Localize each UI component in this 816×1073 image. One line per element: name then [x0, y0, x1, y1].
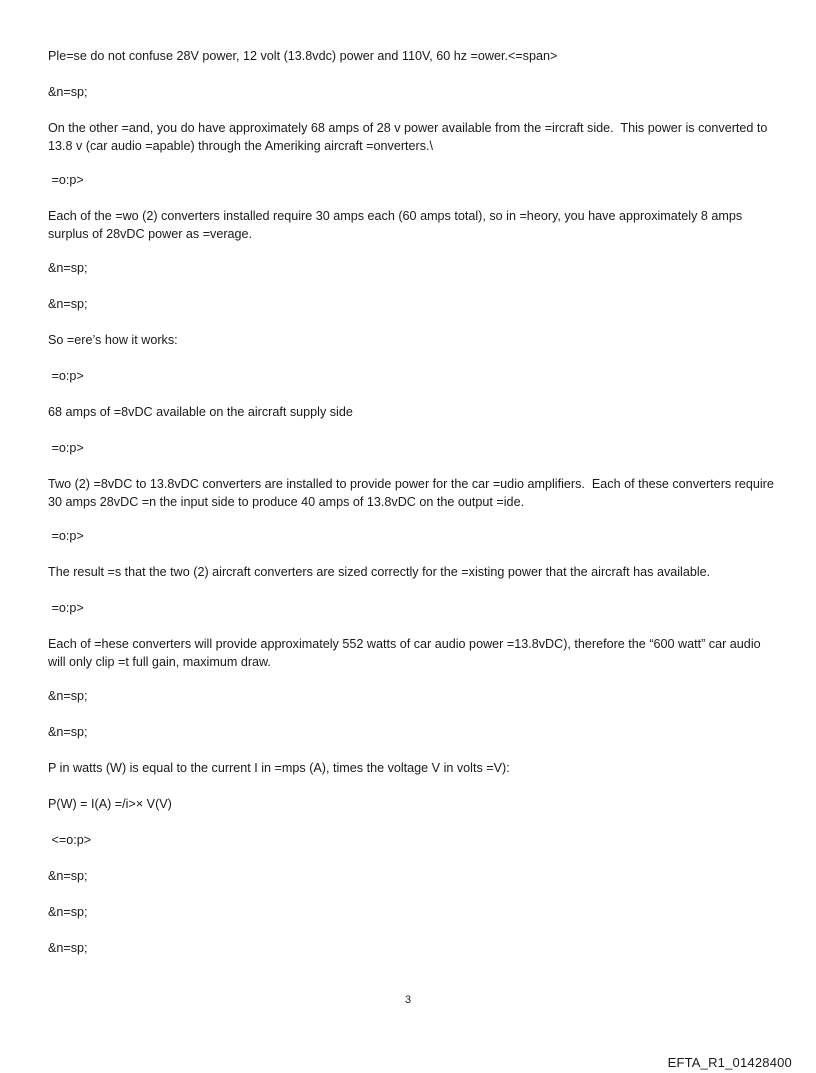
page-number: 3: [404, 994, 412, 1006]
paragraph-1: Ple=se do not confuse 28V power, 12 volt (13.8vdc) power and 110V, 60 hz =ower.<=span>: [48, 49, 558, 63]
paragraph-22: &n=sp;: [48, 869, 88, 883]
paragraph-3: On the other =and, you do have approximately 68 amps of 28 v power available from the =ircraft side. This power is converted to 13.8 v (car audio =apable) through the Ameriking aircraft =onverters.\: [48, 121, 771, 153]
paragraph-14: The result =s that the two (2) aircraft converters are sized correctly for the =xisting power that the aircraft has available.: [48, 565, 711, 579]
paragraph-7: &n=sp;: [48, 297, 88, 311]
paragraph-2: &n=sp;: [48, 85, 88, 99]
paragraph-10: 68 amps of =8vDC available on the aircraft supply side: [48, 405, 353, 419]
paragraph-9: =o:p>: [48, 369, 84, 383]
paragraph-17: &n=sp;: [48, 689, 88, 703]
paragraph-4: =o:p>: [48, 173, 84, 187]
paragraph-20: P(W) = I(A) =/i>× V(V): [48, 797, 172, 811]
paragraph-23: &n=sp;: [48, 905, 88, 919]
document-id: EFTA_R1_01428400: [667, 1055, 792, 1070]
paragraph-13: =o:p>: [48, 529, 84, 543]
paragraph-6: &n=sp;: [48, 261, 88, 275]
paragraph-16: Each of =hese converters will provide approximately 552 watts of car audio power =13.8vDC), therefore the “600 watt” car audio will only clip =t full gain, maximum draw.: [48, 637, 765, 669]
paragraph-19: P in watts (W) is equal to the current I in =mps (A), times the voltage V in volts =V):: [48, 761, 510, 775]
paragraph-5: Each of the =wo (2) converters installed require 30 amps each (60 amps total), so in =heory, you have approximately 8 amps surplus of 28vDC power as =verage.: [48, 209, 746, 241]
paragraph-15: =o:p>: [48, 601, 84, 615]
paragraph-11: =o:p>: [48, 441, 84, 455]
paragraph-8: So =ere’s how it works:: [48, 333, 178, 347]
paragraph-18: &n=sp;: [48, 725, 88, 739]
paragraph-21: <=o:p>: [48, 833, 92, 847]
paragraph-12: Two (2) =8vDC to 13.8vDC converters are installed to provide power for the car =udio amplifiers. Each of these converters require 30 amps 28vDC =n the input side to produce 40 amps of 13.8vDC on the output =ide.: [48, 477, 778, 509]
paragraph-24: &n=sp;: [48, 941, 88, 955]
